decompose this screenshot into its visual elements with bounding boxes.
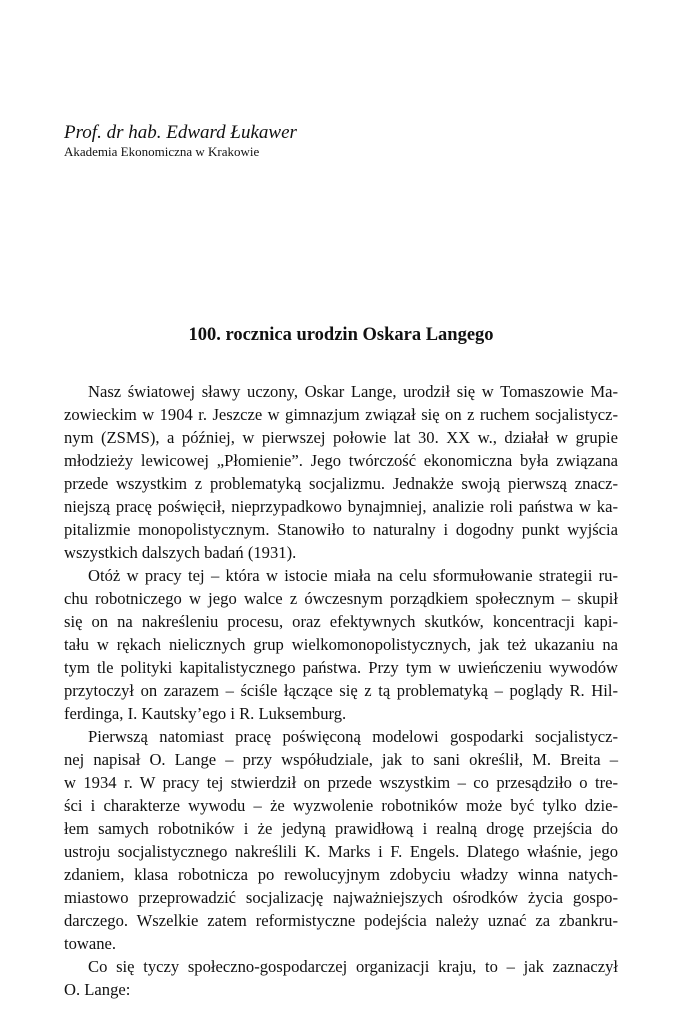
text-line: Pierwszą natomiast pracę poświęconą modelowi gospodarki socjalistycz- — [88, 727, 618, 746]
text-line: towane. — [64, 934, 117, 953]
article-body — [64, 380, 618, 1001]
text-line: ści i charakterze wywodu – że wyzwolenie robotników może być tylko dzie- — [64, 796, 618, 815]
paragraph — [64, 955, 618, 1001]
text-line: się on na nakreśleniu procesu, oraz efektywnych skutków, koncentracji kapi- — [64, 612, 618, 631]
text-line: Otóż w pracy tej – która w istocie miała na celu sformułowanie strategii ru- — [88, 566, 618, 585]
text-line: Nasz światowej sławy uczony, Oskar Lange, urodził się w Tomaszowie Ma- — [88, 382, 618, 401]
text-line: Co się tyczy społeczno-gospodarczej organizacji kraju, to – jak zaznaczył — [88, 957, 618, 976]
author-name: Prof. dr hab. Edward Łukawer — [64, 122, 297, 143]
text-line: młodzieży lewicowej „Płomienie”. Jego twórczość ekonomiczna była związana — [64, 451, 618, 470]
text-line: przede wszystkim z problematyką socjalizmu. Jednakże swoją pierwszą znacz- — [64, 474, 618, 493]
text-line: ustroju socjalistycznego nakreślili K. Marks i F. Engels. Dlatego właśnie, jego — [64, 842, 618, 861]
text-line: tym tle polityki kapitalistycznego państwa. Przy tym w uwieńczeniu wywodów — [64, 658, 618, 677]
paragraph — [64, 725, 618, 955]
text-line: miastowo przeprowadzić socjalizację najważniejszych ośrodków życia gospo- — [64, 888, 618, 907]
text-line: darczego. Wszelkie zatem reformistyczne podejścia należy uznać za zbankru- — [64, 911, 618, 930]
text-line: zowieckim w 1904 r. Jeszcze w gimnazjum związał się on z ruchem socjalistycz- — [64, 405, 618, 424]
text-line: nej napisał O. Lange – przy współudziale, jak to sani określił, M. Breita – — [64, 750, 618, 769]
author-affiliation: Akademia Ekonomiczna w Krakowie — [64, 144, 260, 159]
article-title: 100. rocznica urodzin Oskara Langego — [188, 325, 494, 345]
text-line: ferdinga, I. Kautsky’ego i R. Luksemburg. — [64, 704, 347, 723]
text-line: wszystkich dalszych badań (1931). — [64, 543, 297, 562]
text-line: O. Lange: — [64, 980, 131, 999]
text-line: pitalizmie monopolistycznym. Stanowiło to naturalny i dogodny punkt wyjścia — [64, 520, 618, 539]
text-line: przytoczył on zarazem – ściśle łączące się z tą problematyką – poglądy R. Hil- — [64, 681, 618, 700]
text-line: niejszą pracę poświęcił, nieprzypadkowo bynajmniej, analizie roli państwa w ka- — [64, 497, 618, 516]
paragraph — [64, 564, 618, 725]
text-line: nym (ZSMS), a później, w pierwszej połowie lat 30. XX w., działał w grupie — [64, 428, 618, 447]
text-line: tału w rękach nielicznych grup wielkomonopolistycznych, jak też ukazaniu na — [64, 635, 618, 654]
text-line: łem samych robotników i że jedyną prawidłową i realną drogę przejścia do — [64, 819, 618, 838]
text-line: chu robotniczego w jego walce z ówczesnym porządkiem społecznym – skupił — [64, 589, 618, 608]
paragraph — [64, 380, 618, 564]
text-line: w 1934 r. W pracy tej stwierdził on przede wszystkim – co przesądziło o tre- — [64, 773, 618, 792]
text-line: zdaniem, klasa robotnicza po rewolucyjnym zdobyciu władzy winna natych- — [64, 865, 618, 884]
